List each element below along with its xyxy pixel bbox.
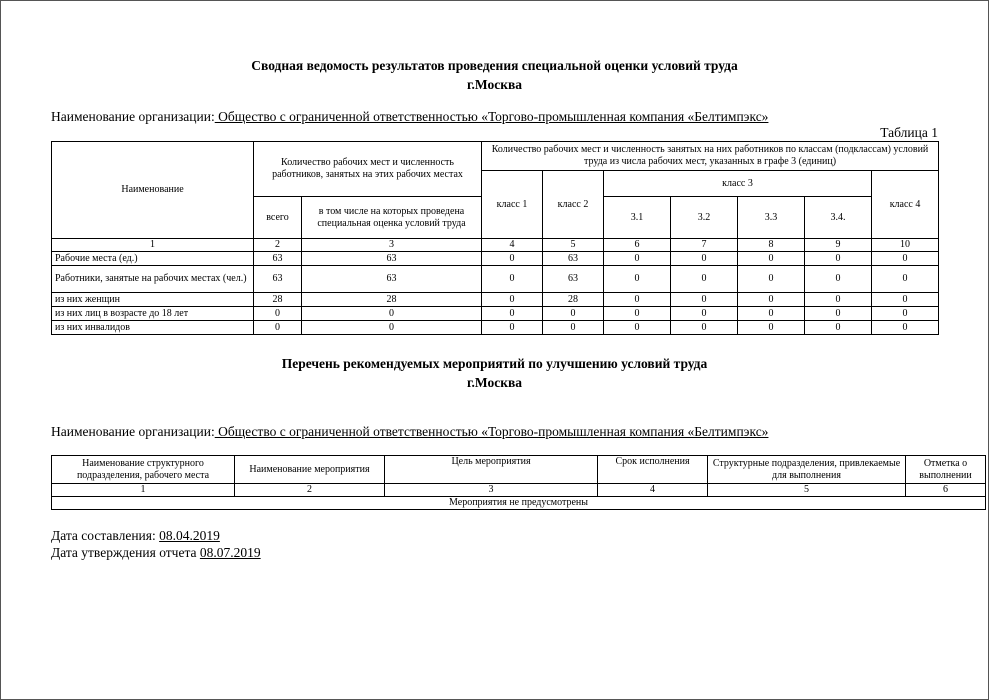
header-responsible: Структурные подразделения, привлекаемые для выполнения: [708, 456, 906, 484]
cell-value: 0: [805, 321, 872, 335]
cell-value: 63: [543, 252, 604, 266]
header-completion: Отметка о выполнении: [906, 456, 986, 484]
row-label: из них инвалидов: [52, 321, 254, 335]
approved-date: 08.07.2019: [199, 545, 261, 560]
cell-value: 0: [872, 266, 939, 293]
cell-value: 0: [738, 252, 805, 266]
header-goal: Цель мероприятия: [385, 456, 598, 484]
header-class-4: класс 4: [872, 171, 939, 239]
organization-name: Общество с ограниченной ответственностью «Торгово-промышленная компания «Белтимпэкс»: [214, 424, 769, 439]
column-number: 1: [52, 484, 235, 497]
header-class-3-2: 3.2: [671, 197, 738, 239]
cell-value: 0: [482, 293, 543, 307]
cell-value: 0: [302, 307, 482, 321]
table-row: [52, 293, 939, 307]
cell-value: 28: [543, 293, 604, 307]
header-name: Наименование: [52, 142, 254, 239]
table-row: [52, 321, 939, 335]
approved-date-line: [51, 545, 261, 561]
cell-value: 0: [738, 293, 805, 307]
cell-value: 0: [254, 321, 302, 335]
measures-city: г.Москва: [466, 375, 523, 390]
cell-value: 63: [302, 252, 482, 266]
table-number: Таблица 1: [880, 125, 938, 140]
header-class-3: класс 3: [604, 171, 872, 197]
header-deadline: Срок исполнения: [598, 456, 708, 484]
header-classes: Количество рабочих мест и численность занятых на них работников по классам (подклассам) условий труда из числа рабочих мест, указанных в графе 3 (единиц): [482, 142, 939, 171]
cell-value: 0: [671, 321, 738, 335]
row-label: из них женщин: [52, 293, 254, 307]
cell-value: 0: [872, 307, 939, 321]
header-count: Количество рабочих мест и численность работников, занятых на этих рабочих местах: [254, 142, 482, 197]
column-number: 4: [598, 484, 708, 497]
column-number: 6: [906, 484, 986, 497]
cell-value: 0: [543, 321, 604, 335]
organization-label: Наименование организации:: [51, 109, 215, 124]
cell-value: 63: [302, 266, 482, 293]
column-number: 5: [543, 239, 604, 252]
cell-value: 0: [805, 307, 872, 321]
cell-value: 0: [671, 266, 738, 293]
column-number: 7: [671, 239, 738, 252]
column-number: 2: [235, 484, 385, 497]
header-class-3-1: 3.1: [604, 197, 671, 239]
column-numbers-row: [52, 484, 986, 497]
cell-value: 0: [872, 321, 939, 335]
column-number: 1: [52, 239, 254, 252]
cell-value: 0: [482, 307, 543, 321]
cell-value: 0: [604, 307, 671, 321]
header-measure: Наименование мероприятия: [235, 456, 385, 484]
cell-value: 0: [482, 266, 543, 293]
column-numbers-row: [52, 239, 939, 252]
cell-value: 63: [254, 252, 302, 266]
row-label: Работники, занятые на рабочих местах (чел.): [52, 266, 254, 293]
cell-value: 28: [254, 293, 302, 307]
table-row: [52, 497, 986, 510]
column-number: 3: [302, 239, 482, 252]
summary-table: [51, 141, 939, 335]
cell-value: 0: [671, 293, 738, 307]
compiled-date: 08.04.2019: [159, 528, 220, 543]
header-class-3-4: 3.4.: [805, 197, 872, 239]
approved-label: Дата утверждения отчета: [51, 545, 200, 560]
row-label: из них лиц в возрасте до 18 лет: [52, 307, 254, 321]
header-assessed: в том числе на которых проведена специальная оценка условий труда: [302, 197, 482, 239]
cell-value: 0: [738, 307, 805, 321]
cell-value: 63: [254, 266, 302, 293]
column-number: 9: [805, 239, 872, 252]
column-number: 10: [872, 239, 939, 252]
cell-value: 28: [302, 293, 482, 307]
table-row: [52, 252, 939, 266]
report-city: г.Москва: [466, 77, 523, 92]
organization-line: [51, 109, 768, 125]
cell-value: 0: [805, 266, 872, 293]
header-class-2: класс 2: [543, 171, 604, 239]
header-division: Наименование структурного подразделения, рабочего места: [52, 456, 235, 484]
cell-value: 0: [482, 252, 543, 266]
compiled-label: Дата составления:: [51, 528, 160, 543]
cell-value: 0: [604, 293, 671, 307]
column-number: 8: [738, 239, 805, 252]
compiled-date-line: [51, 528, 220, 544]
cell-value: 0: [604, 321, 671, 335]
cell-value: 63: [543, 266, 604, 293]
table-row: [52, 266, 939, 293]
organization-name: Общество с ограниченной ответственностью «Торгово-промышленная компания «Белтимпэкс»: [214, 109, 769, 124]
header-class-1: класс 1: [482, 171, 543, 239]
header-class-3-3: 3.3: [738, 197, 805, 239]
cell-value: 0: [302, 321, 482, 335]
cell-value: 0: [805, 252, 872, 266]
cell-value: 0: [543, 307, 604, 321]
cell-value: 0: [254, 307, 302, 321]
cell-value: 0: [872, 252, 939, 266]
column-number: 5: [708, 484, 906, 497]
report-title: Сводная ведомость результатов проведения специальной оценки условий труда: [251, 58, 738, 73]
column-number: 6: [604, 239, 671, 252]
cell-value: 0: [482, 321, 543, 335]
cell-value: 0: [604, 266, 671, 293]
cell-value: 0: [604, 252, 671, 266]
cell-value: 0: [671, 307, 738, 321]
header-total: всего: [254, 197, 302, 239]
cell-value: 0: [738, 321, 805, 335]
cell-value: 0: [872, 293, 939, 307]
cell-value: 0: [671, 252, 738, 266]
column-number: 2: [254, 239, 302, 252]
cell-value: 0: [805, 293, 872, 307]
organization-label: Наименование организации:: [51, 424, 215, 439]
cell-value: 0: [738, 266, 805, 293]
row-label: Рабочие места (ед.): [52, 252, 254, 266]
table-row: [52, 307, 939, 321]
organization-line-2: [51, 424, 768, 440]
no-measures-note: Мероприятия не предусмотрены: [52, 497, 986, 510]
measures-title: Перечень рекомендуемых мероприятий по улучшению условий труда: [281, 356, 708, 371]
column-number: 4: [482, 239, 543, 252]
measures-table: [51, 455, 986, 510]
column-number: 3: [385, 484, 598, 497]
